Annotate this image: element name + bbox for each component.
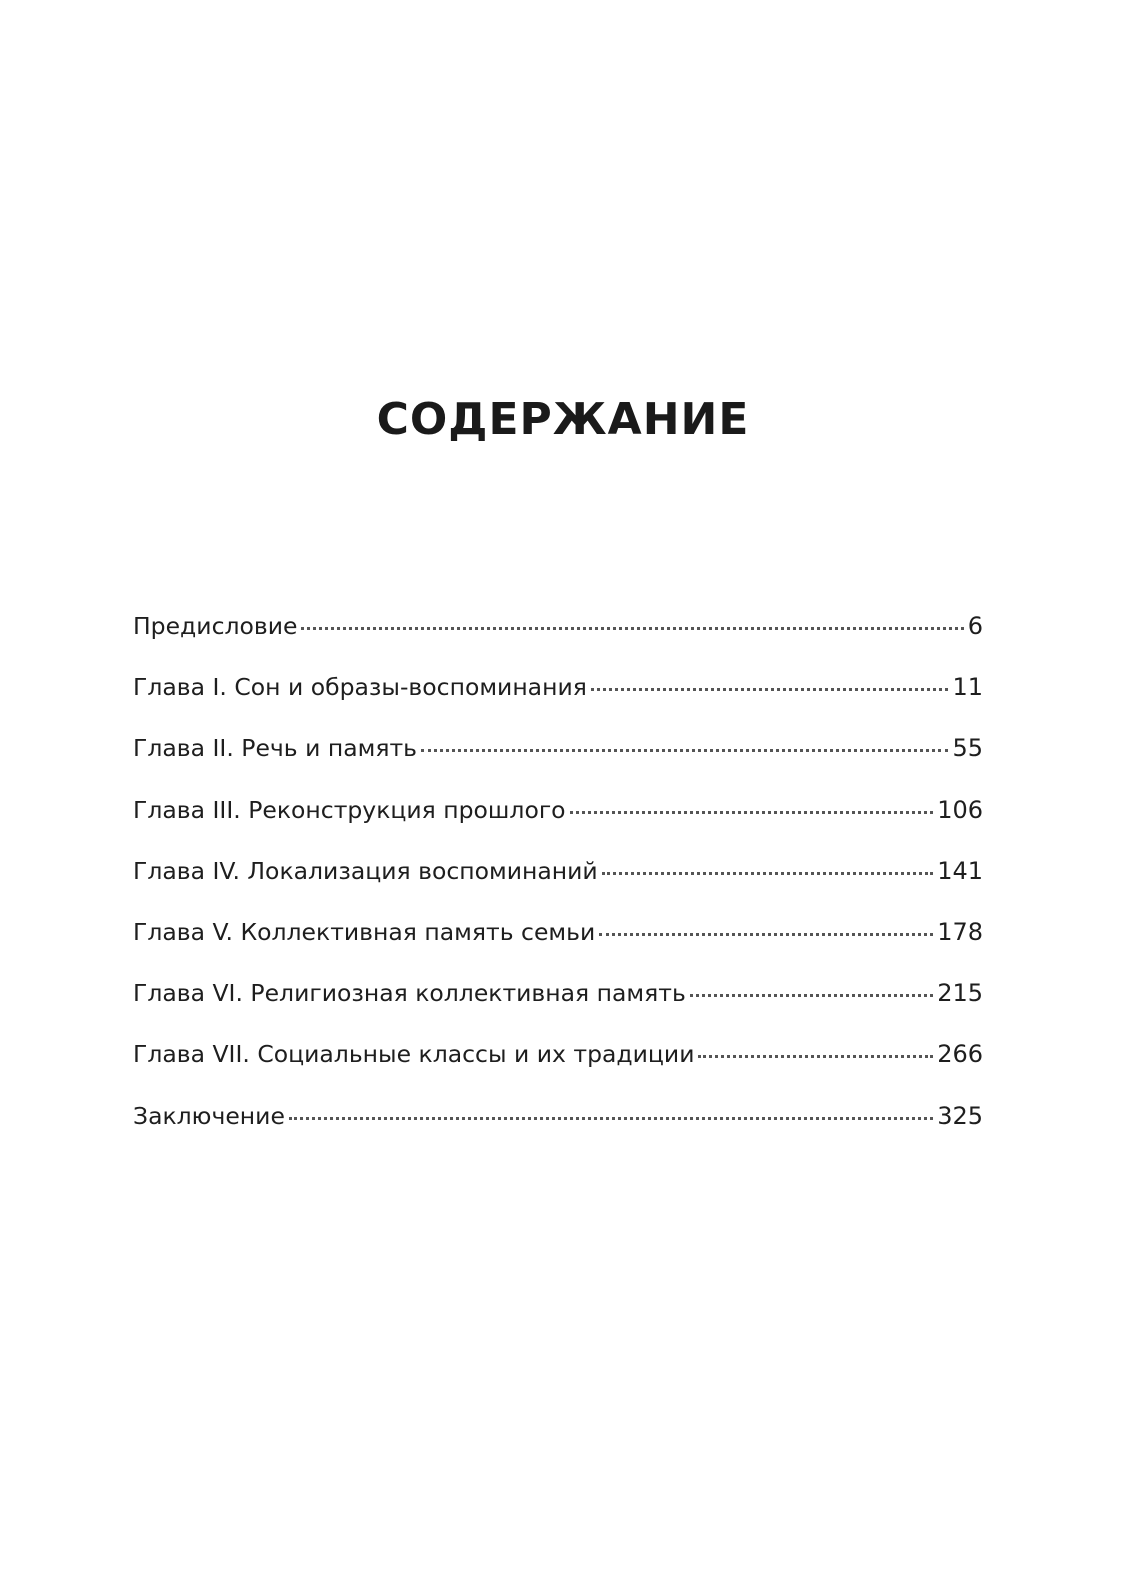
toc-entry-page-number: 215 (937, 979, 983, 1008)
toc-entry-page-number: 266 (937, 1040, 983, 1069)
toc-entry-page-number: 11 (952, 673, 983, 702)
toc-entry-label: Предисловие (133, 612, 298, 640)
toc-entry-page-number: 106 (937, 795, 983, 824)
page-title: СОДЕРЖАНИЕ (376, 394, 750, 445)
toc-entry-label: Глава VI. Религиозная коллективная память (133, 979, 686, 1008)
dot-leader (599, 933, 933, 936)
toc-entry-page-number: 178 (937, 917, 983, 946)
dot-leader (591, 688, 949, 691)
toc-entry-label: Глава IV. Локализация воспоминаний (133, 856, 598, 885)
dot-leader (289, 1117, 933, 1120)
toc-entry-label: Глава II. Речь и память (133, 734, 418, 763)
toc-entry-chapter-2 (133, 734, 983, 795)
toc-entry-chapter-3 (133, 796, 983, 857)
toc-entry-label: Глава III. Реконструкция прошлого (133, 795, 566, 824)
toc-entry-page-number: 6 (967, 612, 983, 640)
dot-leader (421, 749, 948, 752)
dot-leader (602, 872, 934, 875)
toc-entry-page-number: 55 (952, 734, 983, 763)
dot-leader (698, 1055, 933, 1058)
table-of-contents (133, 612, 983, 1163)
dot-leader (690, 994, 933, 997)
toc-entry-chapter-6 (133, 979, 983, 1040)
toc-entry-chapter-4 (133, 857, 983, 918)
toc-entry-label: Глава VII. Социальные классы и их традиции (133, 1040, 695, 1069)
dot-leader (570, 811, 934, 814)
toc-entry-label: Глава V. Коллективная память семьи (133, 917, 596, 946)
toc-entry-chapter-5 (133, 918, 983, 979)
toc-entry-chapter-7 (133, 1040, 983, 1101)
dot-leader (301, 627, 963, 630)
toc-entry-conclusion (133, 1102, 983, 1163)
toc-entry-label: Глава I. Сон и образы-воспоминания (133, 673, 587, 702)
toc-entry-page-number: 325 (937, 1101, 983, 1130)
toc-entry-label: Заключение (133, 1101, 285, 1130)
toc-entry-chapter-1 (133, 673, 983, 734)
toc-entry-preface (133, 612, 983, 673)
toc-entry-page-number: 141 (937, 856, 983, 885)
